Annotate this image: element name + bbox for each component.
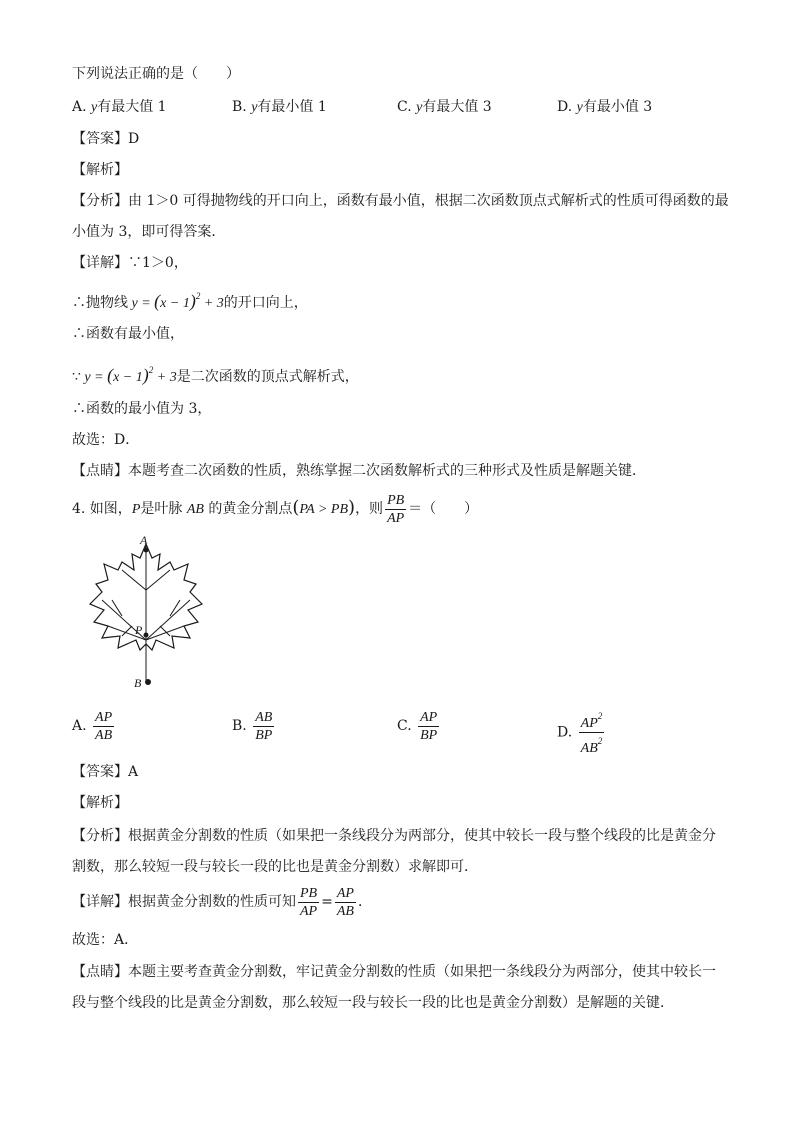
q4-option-a: A. $\frac{AP}{AB}$ <box>72 709 113 743</box>
q4-analysis-title: 【解析】 <box>72 795 128 811</box>
q4-answer: 【答案】A <box>72 764 139 780</box>
q3-dianjing: 【点睛】本题考查二次函数的性质，熟练掌握二次函数解析式的三种形式及性质是解题关键． <box>72 463 646 479</box>
leaf-veins <box>102 542 190 682</box>
q4-fenxi-line-2: 割数，那么较短一段与较长一段的比也是黄金分割数）求解即可． <box>72 859 478 875</box>
q4-xiangjie: 【详解】根据黄金分割数的性质可知 $\frac{PB}{AP}$ = $\frac{AP}{AB}$ ． <box>72 885 372 919</box>
q4-stem-fraction: $\frac{PB}{AP}$ <box>387 492 405 526</box>
vertex-form-equation: $y = (x - 1)^2 + 3$ <box>80 365 177 385</box>
q3-analysis-title: 【解析】 <box>72 162 128 178</box>
q3-option-c: C. y有最大值 3 <box>397 99 492 115</box>
point-b-dot <box>145 679 151 685</box>
q4-dianjing-line-1: 【点睛】本题主要考查黄金分割数，牢记黄金分割数的性质（如果把一条线段分为两部分，使其中较长一 <box>72 964 716 980</box>
q4-stem: 4. 如图，P是叶脉 AB 的黄金分割点(PA > PB)，则 $\frac{PB}{AP}$ ＝（ ） <box>72 492 479 526</box>
label-b: B <box>134 676 142 690</box>
q4-choose: 故选：A． <box>72 932 139 948</box>
q3-option-d: D. y有最小值 3 <box>557 99 653 115</box>
q3-xiangjie-line-5: ∴函数的最小值为 3， <box>72 401 212 417</box>
q3-xiangjie-line-3: ∴函数有最小值， <box>72 326 184 342</box>
q4-option-d: D. $\frac{AP^2}{AB^2}$ <box>557 708 606 757</box>
q3-stem: 下列说法正确的是（ ） <box>72 66 240 82</box>
q4-dianjing-line-2: 段与整个线段的比是黄金分割数，那么较短一段与较长一段的比也是黄金分割数）是解题的关键． <box>72 995 674 1011</box>
q3-fenxi-line-1: 【分析】由 1＞0 可得抛物线的开口向上，函数有最小值，根据二次函数顶点式解析式的性质可得函数的最 <box>72 193 729 209</box>
point-a-dot <box>144 548 149 553</box>
maple-leaf-figure <box>82 530 222 690</box>
q3-xiangjie-line-1: 【详解】∵1＞0， <box>72 255 188 271</box>
parabola-equation: $y = (x - 1)^2 + 3$ <box>128 291 224 311</box>
label-p: P <box>135 623 143 637</box>
q4-option-c: C. $\frac{AP}{BP}$ <box>397 709 438 743</box>
q3-answer: 【答案】D <box>72 131 140 147</box>
q4-fenxi-line-1: 【分析】根据黄金分割数的性质（如果把一条线段分为两部分，使其中较长一段与整个线段的比是黄金分 <box>72 828 716 844</box>
q3-option-a: A. y有最大值 1 <box>72 99 167 115</box>
q3-choose: 故选：D． <box>72 432 140 448</box>
q3-xiangjie-line-2: ∴抛物线 $y = (x - 1)^2 + 3$的开口向上， <box>72 291 308 311</box>
q4-option-b: B. $\frac{AB}{BP}$ <box>232 709 273 743</box>
label-a: A <box>140 533 148 547</box>
q3-option-b: B. y有最小值 1 <box>232 99 327 115</box>
q3-xiangjie-line-4: ∵ $y = (x - 1)^2 + 3$是二次函数的顶点式解析式， <box>72 365 359 385</box>
point-p-dot <box>144 633 149 638</box>
q3-fenxi-line-2: 小值为 3，即可得答案． <box>72 224 226 240</box>
